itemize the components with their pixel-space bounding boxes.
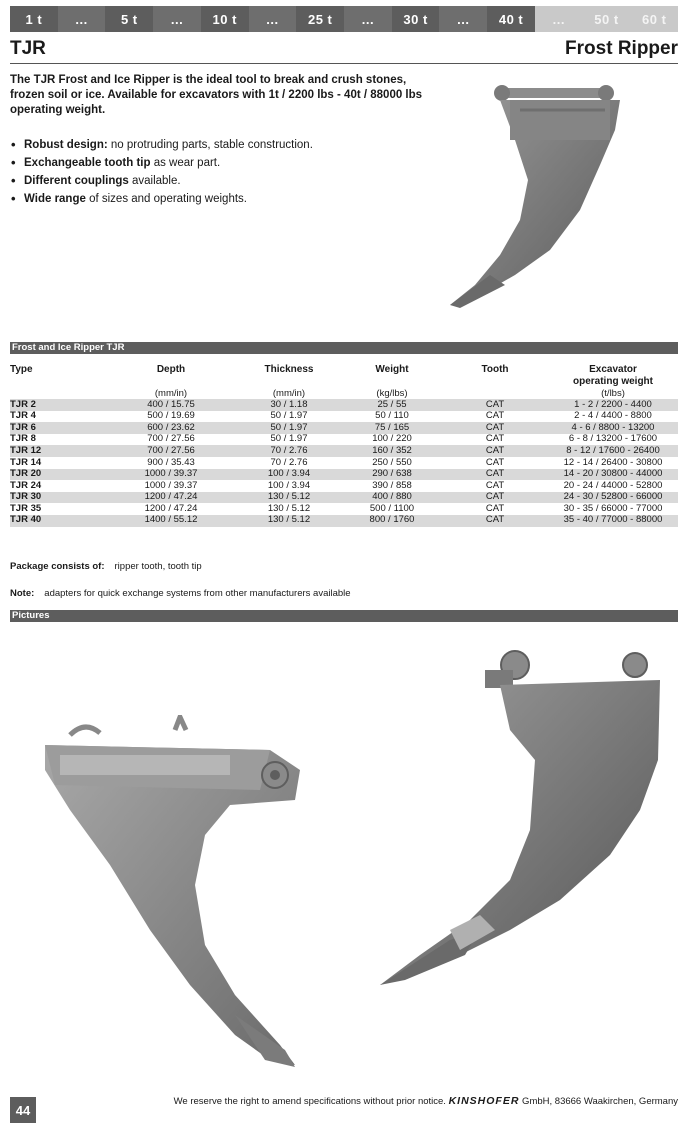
cell-depth: 700 / 27.56	[106, 445, 236, 457]
cell-weight: 100 / 220	[372, 433, 412, 445]
unit-thickness: (mm/in)	[272, 388, 306, 399]
tonnage-gap: ...	[58, 6, 106, 32]
cell-tooth: CAT	[485, 502, 505, 514]
cell-excavator: 14 - 20 / 30800 - 44000	[548, 469, 678, 481]
cell-tooth: CAT	[485, 433, 505, 445]
cell-type: TJR 8	[10, 433, 36, 445]
table-row	[10, 457, 678, 469]
disclaimer: We reserve the right to amend specifications without prior notice.	[173, 1096, 446, 1107]
cell-type: TJR 6	[10, 422, 106, 434]
unit-type	[10, 388, 106, 399]
tonnage-30t[interactable]: 30 t	[392, 6, 440, 32]
cell-type: TJR 40	[10, 515, 106, 527]
ripper-front-image	[360, 640, 680, 990]
cell-excavator: 2 - 4 / 4400 - 8800	[574, 410, 652, 422]
address: GmbH, 83666 Waakirchen, Germany	[519, 1096, 678, 1107]
cell-weight: 75 / 165	[342, 422, 442, 434]
package-contents	[10, 561, 202, 572]
cell-excavator: 4 - 6 / 8800 - 13200	[548, 422, 678, 434]
cell-type: TJR 30	[10, 492, 106, 504]
cell-excavator: 20 - 24 / 44000 - 52800	[563, 479, 663, 491]
table-row	[10, 492, 678, 504]
feature-item: • Robust design: no protruding parts, stable construction.	[10, 136, 430, 154]
cell-thickness: 70 / 2.76	[270, 456, 308, 468]
tonnage-gap: ...	[153, 6, 201, 32]
table-row	[10, 399, 678, 411]
cell-tooth: CAT	[442, 469, 548, 481]
feature-item: • Different couplings available.	[10, 172, 430, 190]
cell-thickness: 50 / 1.97	[236, 422, 342, 434]
cell-weight: 800 / 1760	[342, 515, 442, 527]
cell-depth: 1200 / 47.24	[106, 492, 236, 504]
cell-type: TJR 24	[10, 479, 42, 491]
package-label: Package consists of:	[10, 561, 105, 572]
table-row	[10, 480, 678, 492]
tonnage-1t[interactable]: 1 t	[10, 6, 58, 32]
tonnage-50t[interactable]: 50 t	[583, 6, 631, 32]
cell-thickness: 50 / 1.97	[270, 433, 308, 445]
cell-type: TJR 12	[10, 445, 106, 457]
cell-tooth: CAT	[485, 456, 505, 468]
cell-depth: 700 / 27.56	[147, 433, 195, 445]
col-header-tooth: Tooth	[481, 364, 509, 375]
cell-depth: 900 / 35.43	[147, 456, 195, 468]
table-row	[10, 469, 678, 481]
tonnage-gap: ...	[535, 6, 583, 32]
cell-weight: 50 / 110	[375, 410, 409, 422]
cell-type: TJR 2	[10, 399, 106, 411]
note-label: Note:	[10, 588, 35, 599]
cell-depth: 400 / 15.75	[106, 399, 236, 411]
col-header-weight: Weight	[375, 364, 409, 375]
page-number: 44	[10, 1097, 36, 1123]
cell-thickness: 130 / 5.12	[267, 502, 311, 514]
ripper-hero-image	[430, 70, 680, 315]
note-text: adapters for quick exchange systems from other manufacturers available	[44, 588, 351, 599]
cell-weight: 500 / 1100	[369, 502, 415, 514]
unit-weight: (kg/lbs)	[376, 388, 408, 399]
cell-thickness: 130 / 5.12	[236, 492, 342, 504]
tonnage-25t[interactable]: 25 t	[296, 6, 344, 32]
cell-excavator: 1 - 2 / 2200 - 4400	[548, 399, 678, 411]
unit-depth: (mm/in)	[154, 388, 188, 399]
col-header-type: Type	[10, 364, 33, 375]
tonnage-gap: ...	[249, 6, 297, 32]
tonnage-nav	[10, 6, 678, 32]
cell-tooth: CAT	[442, 492, 548, 504]
cell-depth: 1000 / 39.37	[106, 469, 236, 481]
cell-tooth: CAT	[442, 515, 548, 527]
cell-thickness: 130 / 5.12	[236, 515, 342, 527]
cell-excavator: 8 - 12 / 17600 - 26400	[548, 445, 678, 457]
cell-depth: 1400 / 55.12	[106, 515, 236, 527]
table-row	[10, 515, 678, 527]
cell-tooth: CAT	[442, 445, 548, 457]
cell-type: TJR 35	[10, 502, 42, 514]
note	[10, 588, 351, 599]
package-text: ripper tooth, tooth tip	[114, 561, 202, 572]
cell-weight: 25 / 55	[342, 399, 442, 411]
product-name: Frost Ripper	[565, 38, 678, 59]
cell-thickness: 100 / 3.94	[236, 469, 342, 481]
cell-depth: 600 / 23.62	[106, 422, 236, 434]
cell-weight: 390 / 858	[372, 479, 412, 491]
tonnage-5t[interactable]: 5 t	[105, 6, 153, 32]
cell-tooth: CAT	[442, 399, 548, 411]
cell-excavator: 35 - 40 / 77000 - 88000	[548, 515, 678, 527]
cell-depth: 500 / 19.69	[147, 410, 195, 422]
footer-text	[174, 1095, 678, 1107]
unit-excavator: (t/lbs)	[601, 388, 625, 399]
cell-type: TJR 20	[10, 469, 106, 481]
col-header-thickness: Thickness	[264, 364, 314, 375]
brand-logo: KINSHOFER	[448, 1095, 520, 1107]
cell-thickness: 100 / 3.94	[267, 479, 311, 491]
tonnage-40t[interactable]: 40 t	[487, 6, 535, 32]
intro-text: The TJR Frost and Ice Ripper is the ideal tool to break and crush stones, frozen soil or ice. Available for excavators with 1t / 2200 lbs - 40t / 88000 lbs operating weight.	[10, 74, 423, 116]
tonnage-gap: ...	[439, 6, 487, 32]
tonnage-10t[interactable]: 10 t	[201, 6, 249, 32]
cell-depth: 1200 / 47.24	[144, 502, 198, 514]
cell-tooth: CAT	[485, 479, 505, 491]
unit-tooth	[442, 388, 548, 399]
cell-excavator: 24 - 30 / 52800 - 66000	[548, 492, 678, 504]
ripper-side-image	[30, 715, 320, 1075]
table-row	[10, 422, 678, 434]
cell-excavator: 6 - 8 / 13200 - 17600	[568, 433, 658, 445]
col-header-excavator: Excavator operating weight	[573, 364, 653, 387]
cell-weight: 400 / 880	[342, 492, 442, 504]
cell-depth: 1000 / 39.37	[144, 479, 198, 491]
title-bar	[10, 38, 678, 64]
cell-type: TJR 4	[10, 410, 36, 422]
cell-thickness: 50 / 1.97	[270, 410, 308, 422]
col-header-depth: Depth	[156, 364, 186, 375]
spec-table	[10, 364, 678, 527]
feature-list	[10, 136, 430, 208]
feature-item: • Wide range of sizes and operating weights.	[10, 190, 430, 208]
cell-thickness: 70 / 2.76	[236, 445, 342, 457]
cell-weight: 290 / 638	[342, 469, 442, 481]
cell-weight: 160 / 352	[342, 445, 442, 457]
cell-weight: 250 / 550	[372, 456, 412, 468]
pictures-section-header: Pictures	[10, 610, 678, 622]
feature-item: • Exchangeable tooth tip as wear part.	[10, 154, 430, 172]
cell-type: TJR 14	[10, 456, 42, 468]
cell-tooth: CAT	[442, 422, 548, 434]
table-row	[10, 411, 678, 423]
table-row	[10, 434, 678, 446]
product-code: TJR	[10, 38, 46, 59]
cell-excavator: 30 - 35 / 66000 - 77000	[563, 502, 663, 514]
cell-excavator: 12 - 14 / 26400 - 30800	[563, 456, 663, 468]
cell-tooth: CAT	[485, 410, 505, 422]
table-row	[10, 503, 678, 515]
tonnage-gap: ...	[344, 6, 392, 32]
table-section-header: Frost and Ice Ripper TJR	[10, 342, 678, 354]
tonnage-60t[interactable]: 60 t	[630, 6, 678, 32]
cell-thickness: 30 / 1.18	[236, 399, 342, 411]
table-row	[10, 445, 678, 457]
